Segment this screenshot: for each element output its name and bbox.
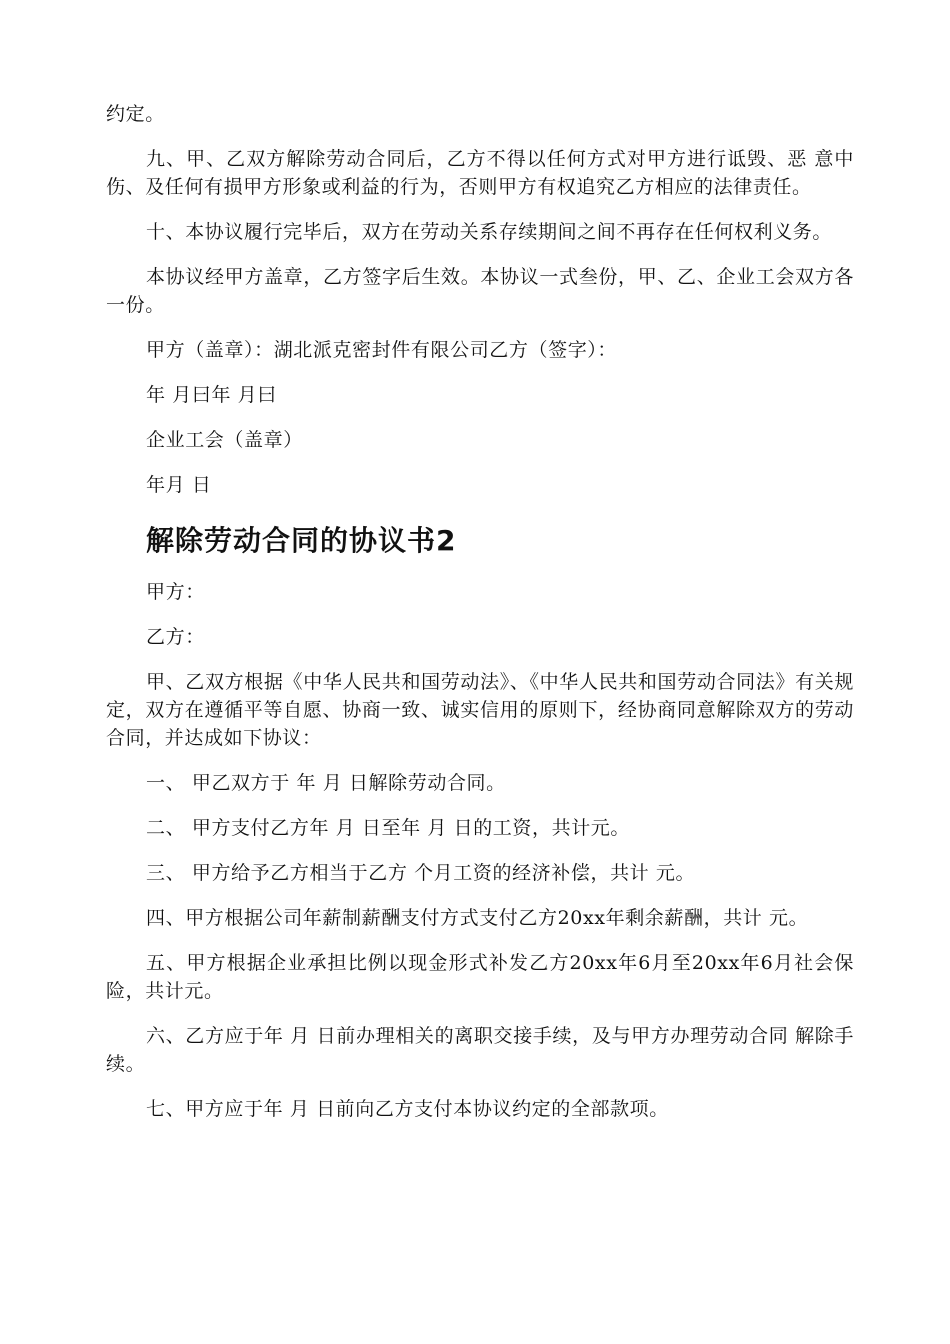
clause-four: 四、甲方根据公司年薪制薪酬支付方式支付乙方20xx年剩余薪酬，共计 元。 — [146, 907, 809, 929]
clause-two: 二、 甲方支付乙方年 月 日至年 月 日的工资，共计元。 — [146, 817, 630, 839]
section-heading: 解除劳动合同的协议书2 — [146, 524, 457, 557]
signature-date-line: 年 月曰年 月曰 — [146, 384, 277, 406]
clause-three: 三、 甲方给予乙方相当于乙方 个月工资的经济补偿，共计 元。 — [146, 862, 696, 884]
clause-nine: 九、甲、乙双方解除劳动合同后，乙方不得以任何方式对甲方进行诋毁、恶 意中伤、及任何有损甲方形象或利益的行为，否则甲方有权追究乙方相应的法律责任。 — [106, 148, 854, 198]
clause-seven: 七、甲方应于年 月 日前向乙方支付本协议约定的全部款项。 — [146, 1098, 669, 1120]
union-seal-line: 企业工会（盖章） — [146, 429, 303, 451]
paragraph-continuation: 约定。 — [106, 103, 165, 125]
preamble-paragraph: 甲、乙双方根据《中华人民共和国劳动法》、《中华人民共和国劳动合同法》有关规定，双方在遵循平等自愿、协商一致、诚实信用的原则下，经协商同意解除双方的劳动合同，并达成如下协议： — [106, 671, 854, 749]
party-a-line: 甲方： — [146, 581, 205, 603]
union-date-line: 年月 日 — [146, 474, 212, 496]
clause-five: 五、甲方根据企业承担比例以现金形式补发乙方20xx年6月至20xx年6月社会保险，共计元。 — [106, 952, 854, 1002]
clause-ten: 十、本协议履行完毕后，双方在劳动关系存续期间之间不再存在任何权利义务。 — [146, 221, 833, 243]
clause-six: 六、乙方应于年 月 日前办理相关的离职交接手续，及与甲方办理劳动合同 解除手续。 — [106, 1025, 854, 1075]
effectiveness-paragraph: 本协议经甲方盖章，乙方签字后生效。本协议一式叁份，甲、乙、企业工会双方各一份。 — [106, 266, 854, 316]
clause-one: 一、 甲乙双方于 年 月 日解除劳动合同。 — [146, 772, 506, 794]
party-b-line: 乙方： — [146, 626, 205, 648]
document-page — [106, 100, 854, 1123]
signature-line-parties: 甲方（盖章）：湖北派克密封件有限公司乙方（签字）： — [146, 339, 618, 361]
